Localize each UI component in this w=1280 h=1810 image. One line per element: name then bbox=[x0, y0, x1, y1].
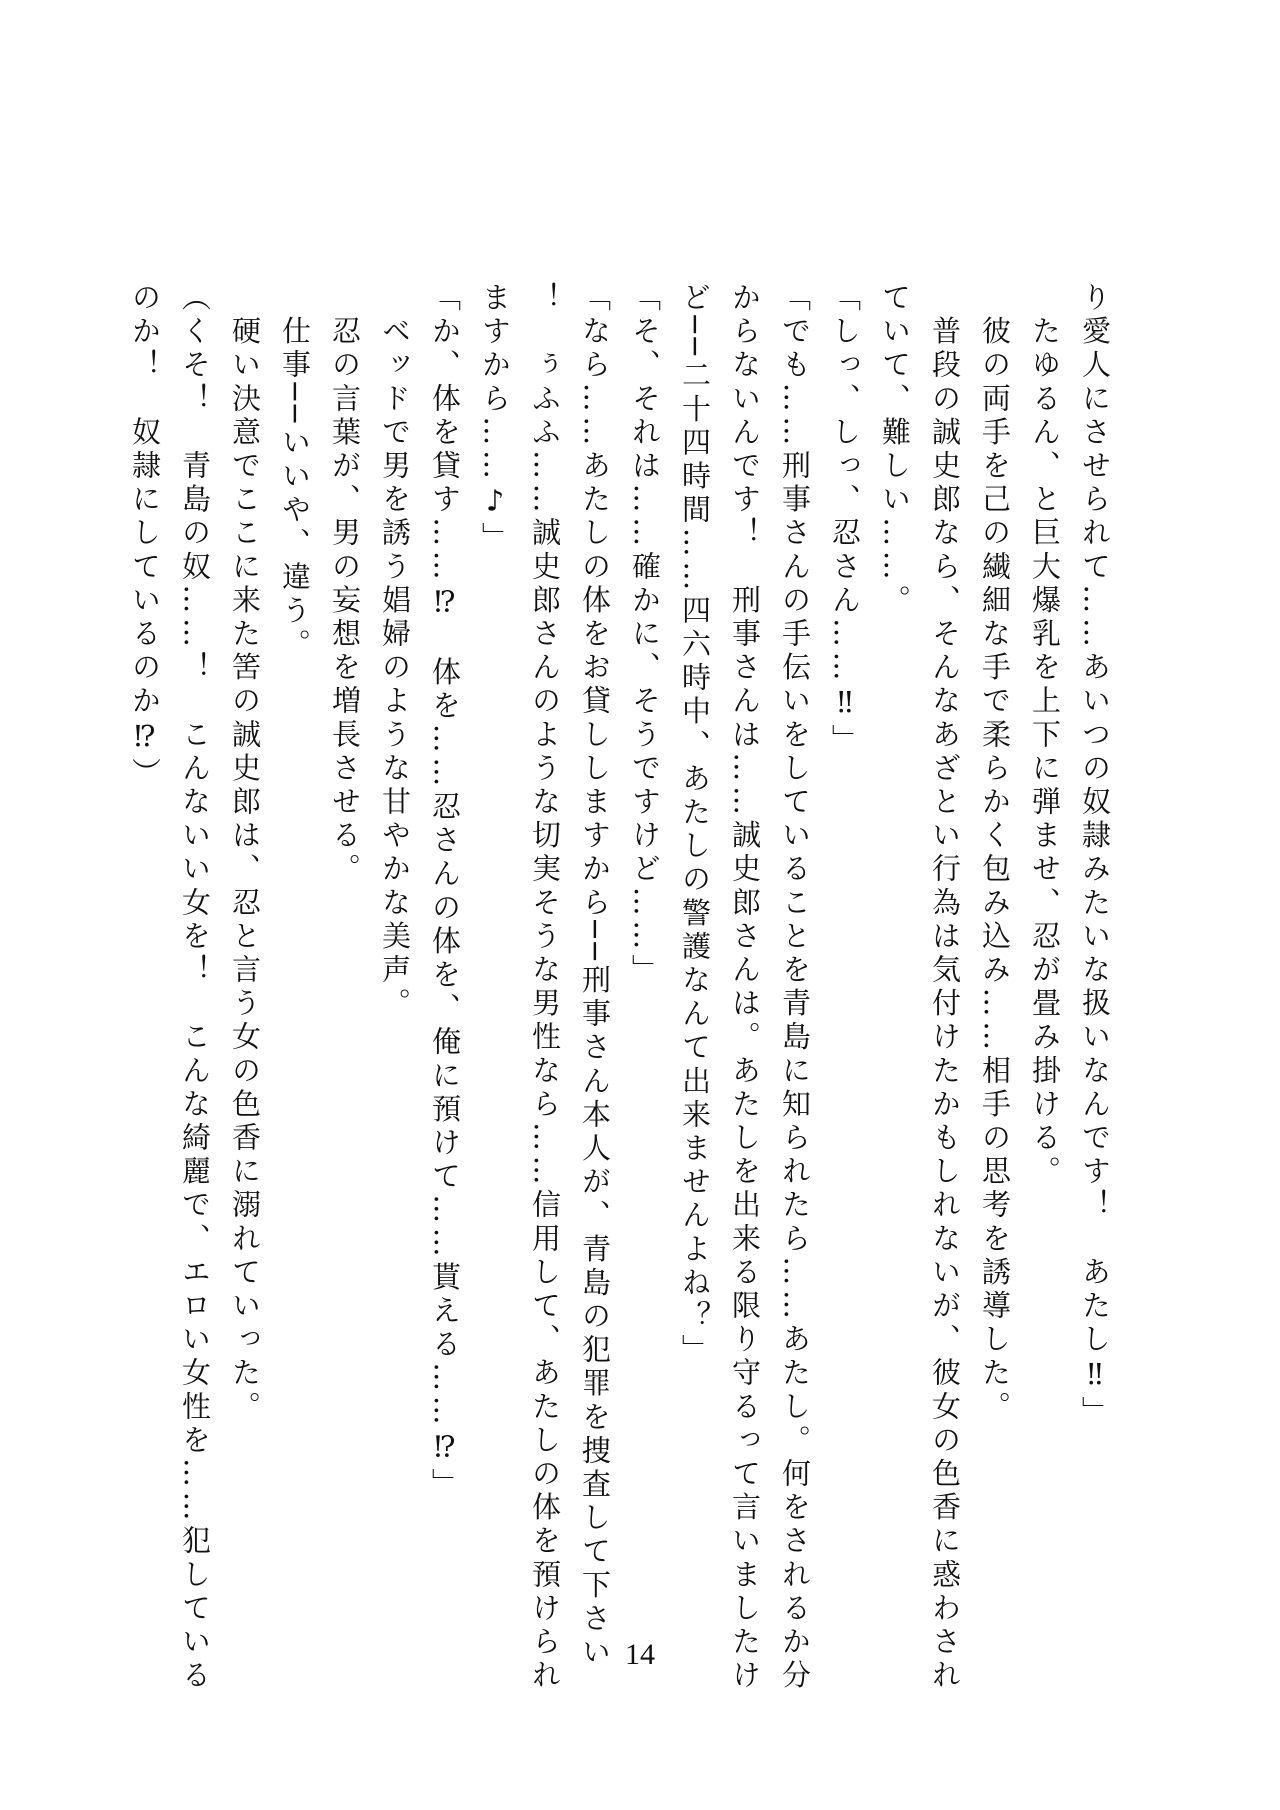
dialogue-paragraph: 「なら……あたしの体をお貸ししますから──刑事さん本人が、青島の犯罪を捜査して下さい！ ぅふふ……誠史郎さんのような切実そうな男性なら……信用して、あたしの体を預けられますから……♪」 bbox=[478, 282, 612, 1694]
paragraph: ベッドで男を誘う娼婦のような甘やかな美声。 bbox=[378, 282, 412, 1022]
paragraph: 忍の言葉が、男の妄想を増長させる。 bbox=[328, 282, 362, 887]
paragraph: 普段の誠史郎なら、そんなあざとい行為は気付けたかもしれないが、彼女の色香に惑わされていて、難しい……。 bbox=[878, 282, 962, 1694]
paragraph: 硬い決意でここに来た筈の誠史郎は、忍と言う女の色香に溺れていった。 bbox=[228, 282, 262, 1425]
paragraph: り愛人にさせられて……あいつの奴隷みたいな扱いなんです！ あたし‼」 bbox=[1078, 282, 1112, 1430]
dialogue-paragraph: 「しっ、しっ、忍さん……‼」 bbox=[828, 282, 862, 758]
paragraph: 彼の両手を己の繊細な手で柔らかく包み込み……相手の思考を誘導した。 bbox=[978, 282, 1012, 1425]
paragraph: たゆるん、と巨大爆乳を上下に弾ませ、忍が畳み掛ける。 bbox=[1028, 282, 1062, 1190]
dialogue-paragraph: 「でも……刑事さんの手伝いをしていることを青島に知られたら……あたし。何をされるか分からないんです！ 刑事さんは……誠史郎さんは。あたしを出来る限り守るって言いましたけど──二十四時間……四六時中、あたしの警護なんて出来ませんよね？」 bbox=[678, 282, 812, 1694]
vertical-text-body bbox=[128, 282, 1120, 1702]
thought-paragraph: （くそ！ 青島の奴……！ こんないい女を！ こんな綺麗で、エロい女性を……犯しているのか！ 奴隷にしているのか⁉） bbox=[128, 282, 212, 1694]
paragraph: 仕事──いいや、違う。 bbox=[278, 282, 312, 663]
page-number: 14 bbox=[625, 1638, 655, 1671]
dialogue-paragraph: 「か、体を貸す……⁉ 体を……忍さんの体を、俺に預けて……貰える……⁉」 bbox=[428, 282, 462, 1502]
dialogue-paragraph: 「そ、それは……確かに、そうですけど……」 bbox=[628, 282, 662, 988]
